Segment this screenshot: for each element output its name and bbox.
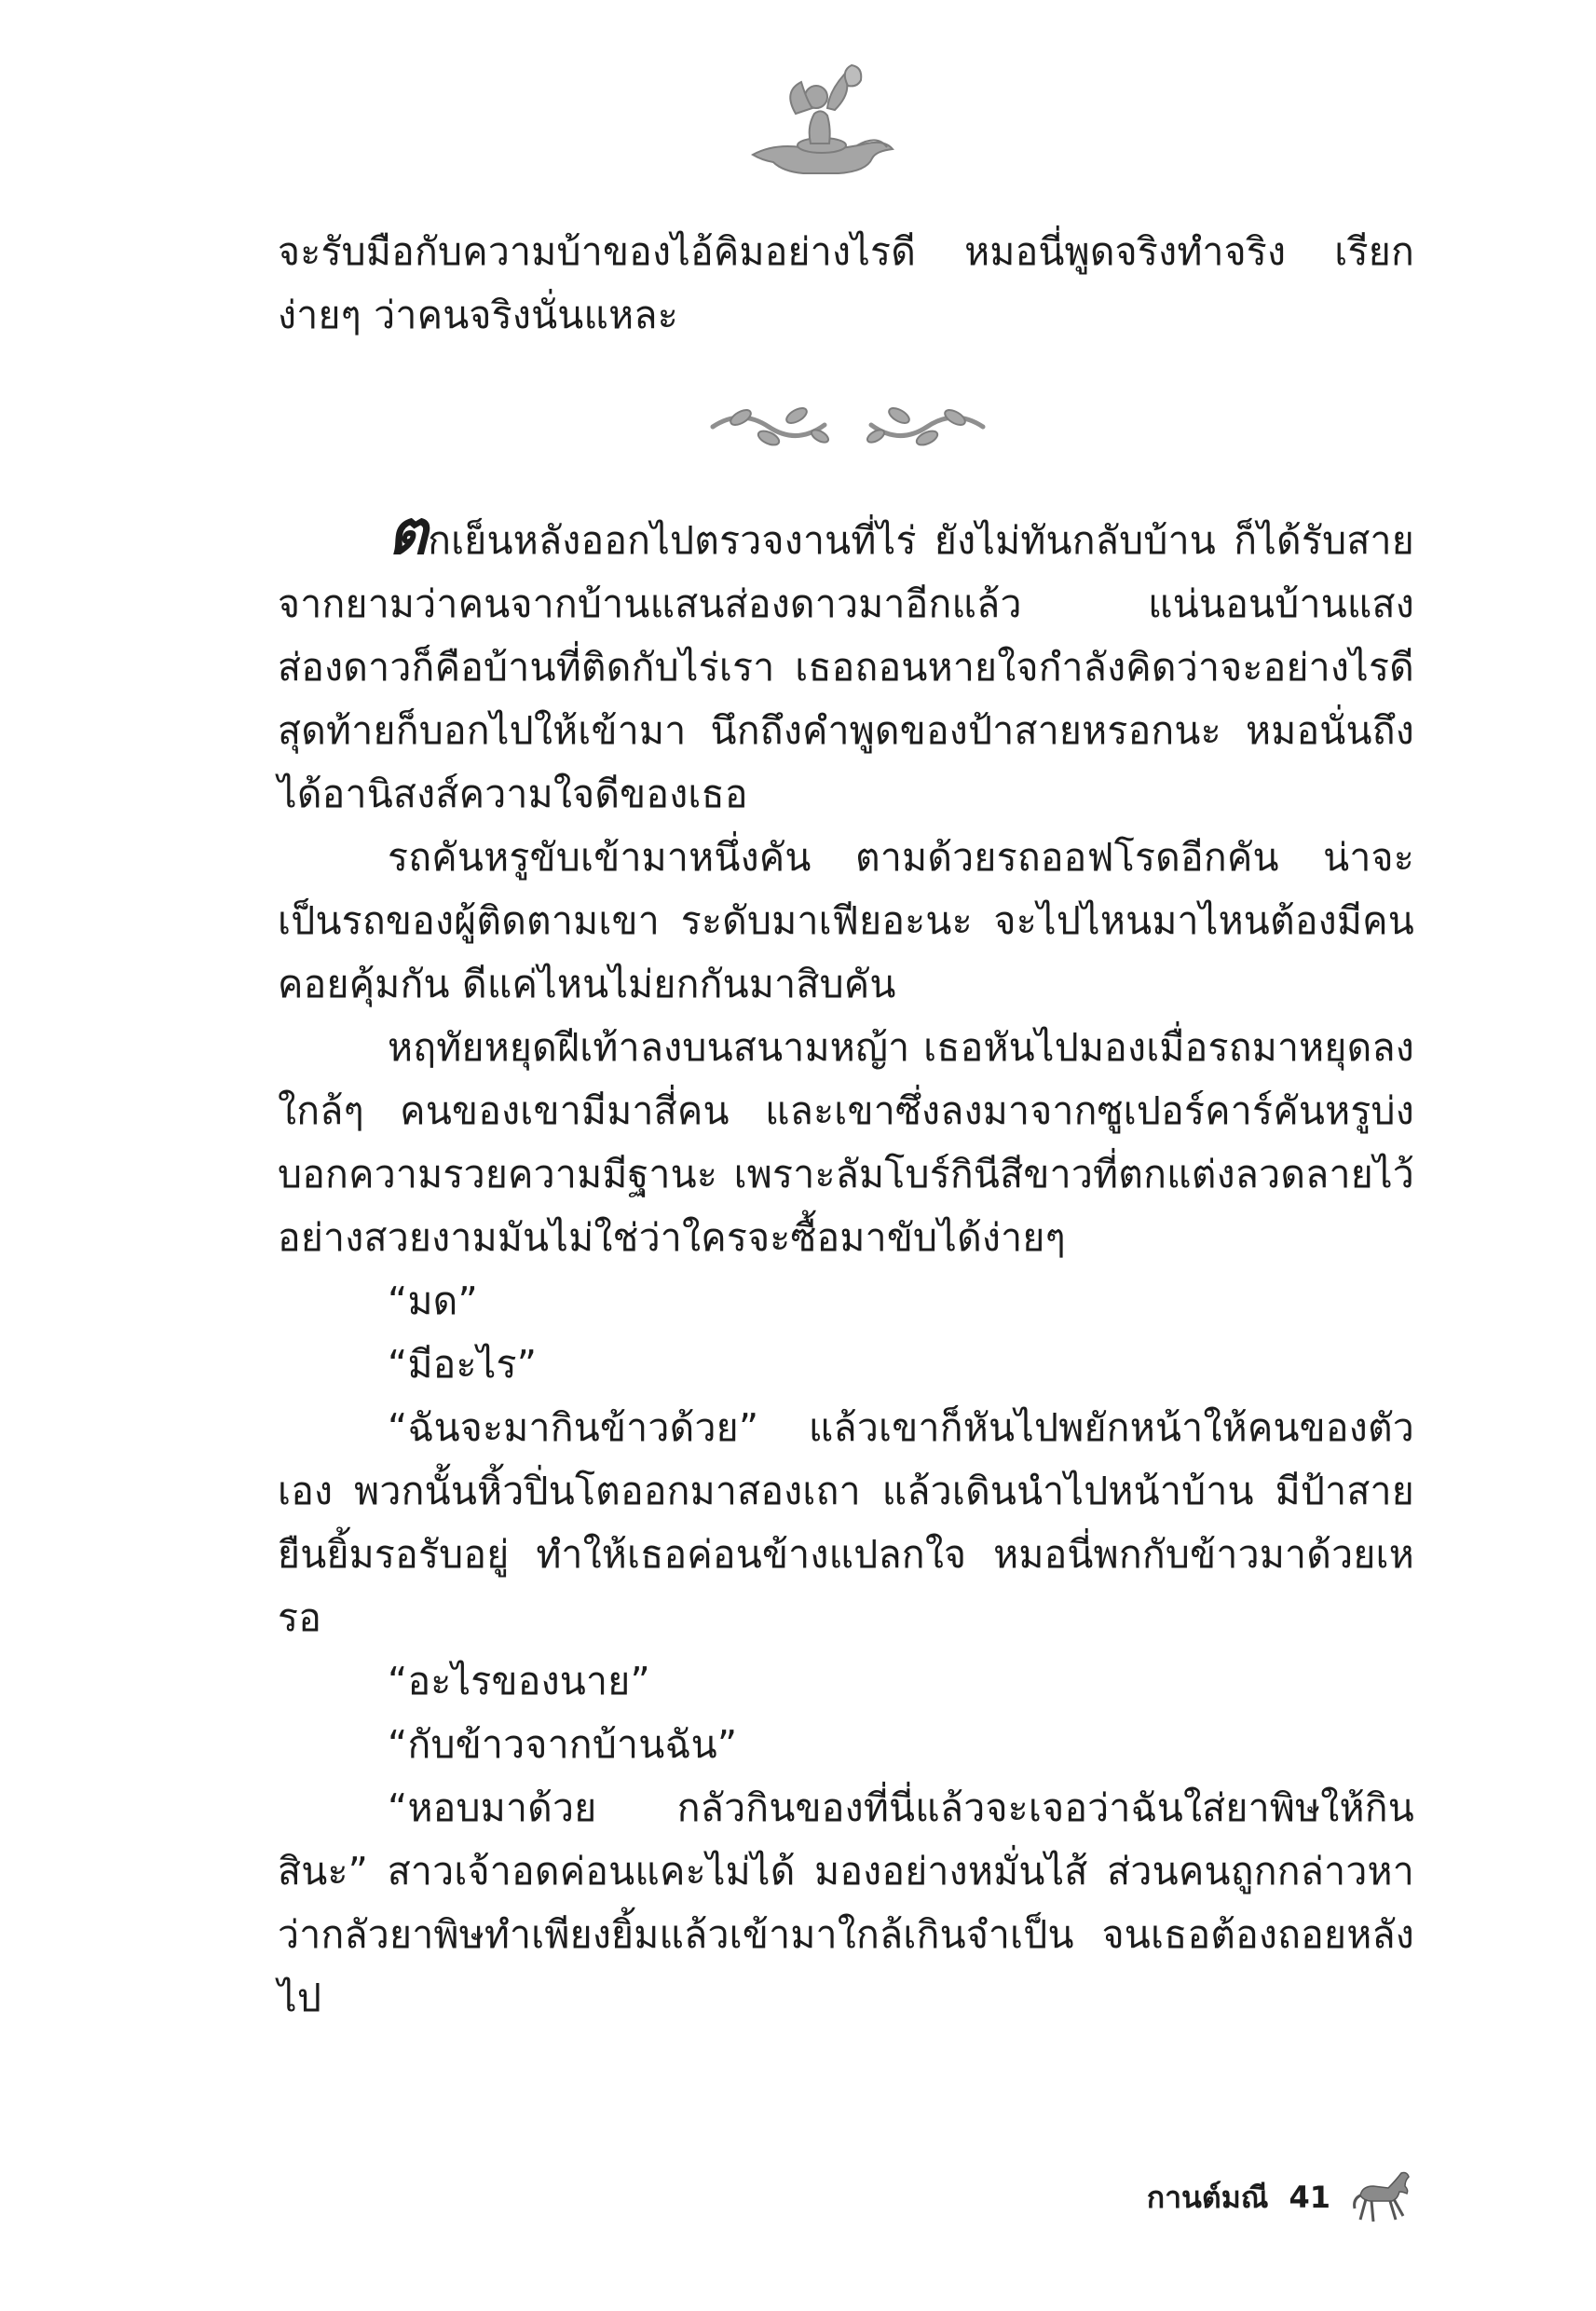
story-paragraph: หฤทัยหยุดฝีเท้าลงบนสนามหญ้า เธอหันไปมองเมื่อรถมาหยุดลงใกล้ๆ คนของเขามีมาสี่คน และเขาซึ่งลงมาจากซูเปอร์คาร์คันหรูบ่งบอกความรวยความมีฐานะ เพราะลัมโบร์กินีสีขาวที่ตกแต่งลวดลายไว้อย่างสวยงามมันไม่ใช่ว่าใครจะซื้อมาขับได้ง่ายๆ [278, 1025, 1414, 1260]
page-footer [1071, 2160, 1416, 2235]
story-first-paragraph [278, 497, 1414, 826]
dialogue-line: “กับข้าวจากบ้านฉัน” [388, 1722, 738, 1767]
horse-icon [1351, 2167, 1416, 2227]
dialogue-line: “มีอะไร” [388, 1342, 538, 1387]
story-paragraph: “ฉันจะมากินข้าวด้วย” แล้วเขาก็หันไปพยักหน้าให้คนของตัวเอง พวกนั้นหิ้วปิ่นโตออกมาสองเถา แล้วเดินนำไปหน้าบ้าน มีป้าสายยืนยิ้มรอรับอยู่ ทำให้เธอค่อนข้างแปลกใจ หมอนี่พกกับข้าวมาด้วยเหรอ [278, 1405, 1414, 1640]
story-paragraph: รถคันหรูขับเข้ามาหนึ่งคัน ตามด้วยรถออฟโรดอีกคัน น่าจะเป็นรถของผู้ติดตามเขา ระดับมาเฟียอะนะ จะไปไหนมาไหนต้องมีคนคอยคุ้มกัน ดีแค่ไหนไม่ยกกันมาสิบคัน [278, 835, 1414, 1006]
intro-paragraph: จะรับมือกับความบ้าของไอ้คิมอย่างไรดี หมอนี่พูดจริงทำจริง เรียกง่ายๆ ว่าคนจริงนั่นแหละ [278, 229, 1414, 337]
leaf-vine-divider-icon [703, 399, 992, 455]
book-title: กานต์มณี [1146, 2179, 1269, 2215]
story-first-paragraph-text: กเย็นหลังออกไปตรวจงานที่ไร่ ยังไม่ทันกลับบ้าน ก็ได้รับสายจากยามว่าคนจากบ้านแสนส่องดาวมาอีกแล้ว แน่นอนบ้านแสงส่องดาวก็คือบ้านที่ติดกับไร่เรา เธอถอนหายใจกำลังคิดว่าจะอย่างไรดี สุดท้ายก็บอกไปให้เข้ามา นึกถึงคำพูดของป้าสายหรอกนะ หมอนั่นถึงได้อานิสงส์ความใจดีของเธอ [278, 518, 1414, 816]
dialogue-line: “อะไรของนาย” [388, 1659, 650, 1703]
intro-text [278, 220, 1414, 347]
drop-cap: ต [388, 497, 429, 568]
story-text [278, 497, 1414, 2030]
story-paragraph: “หอบมาด้วย กลัวกินของที่นี่แล้วจะเจอว่าฉันใส่ยาพิษให้กินสินะ” สาวเจ้าอดค่อนแคะไม่ได้ มองอย่างหมั่นไส้ ส่วนคนถูกกล่าวหาว่ากลัวยาพิษทำเพียงยิ้มแล้วเข้ามาใกล้เกินจำเป็น จนเธอต้องถอยหลังไป [278, 1785, 1414, 2020]
dialogue-line: “มด” [388, 1279, 478, 1323]
page-number: 41 [1289, 2180, 1330, 2215]
cupid-lamp-ornament-icon [736, 54, 904, 185]
